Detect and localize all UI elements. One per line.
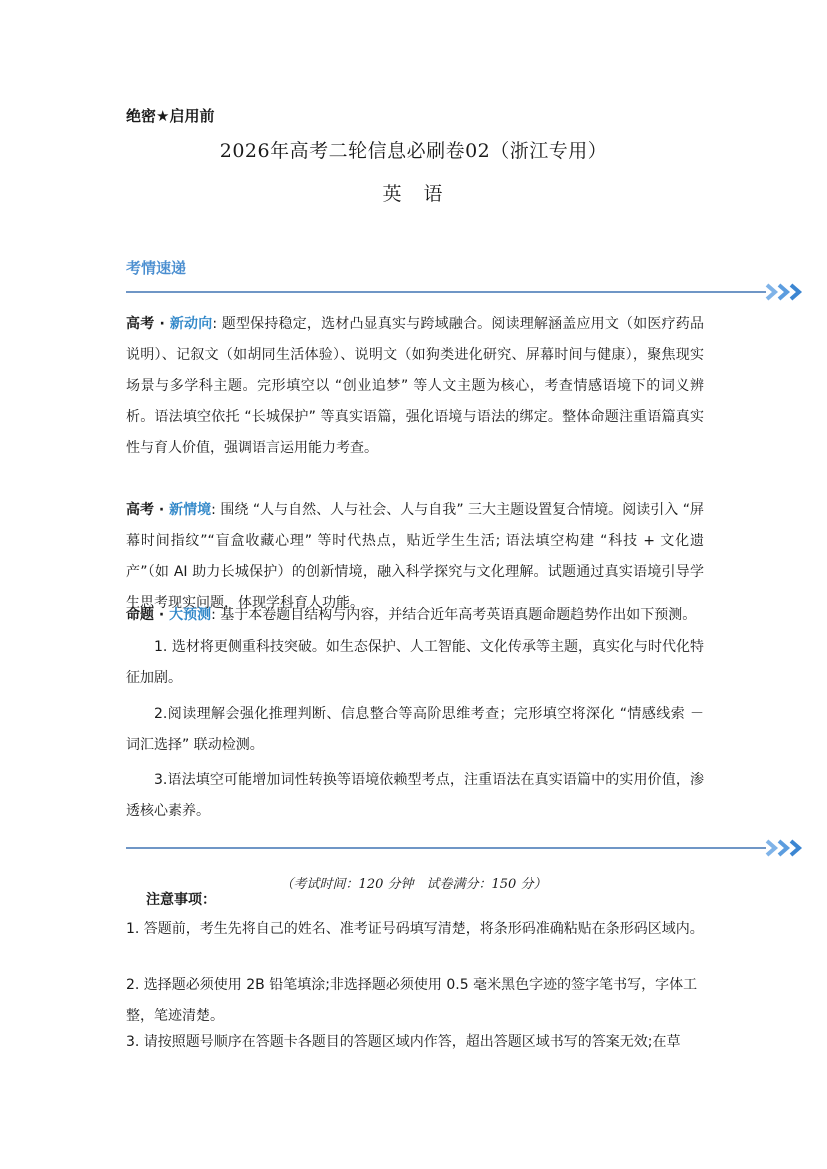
- subject-title: 英语: [382, 183, 465, 205]
- paragraph-label: 高考 ·: [126, 316, 170, 332]
- prediction-item-3: 3.语法填空可能增加词性转换等语境依赖型考点，注重语法在真实语篇中的实用价值，渗透核心素养。: [126, 772, 704, 819]
- page-title: 2026年高考二轮信息必刷卷02（浙江专用）: [219, 140, 608, 162]
- notice-item-1: 1. 答题前，考生先将自己的姓名、准考证号码填写清楚，将条形码准确粘贴在条形码区域内。: [126, 921, 704, 937]
- prediction-item-2: 2.阅读理解会强化推理判断、信息整合等高阶思维考查；完形填空将深化 “情感线索 － 词汇选择” 联动检测。: [126, 706, 704, 753]
- notice-item-3: 3. 请按照题号顺序在答题卡各题目的答题区域内作答，超出答题区域书写的答案无效;在草: [126, 1034, 681, 1050]
- paragraph-highlight: 新情境: [169, 502, 212, 518]
- paragraph-new-trends: [126, 309, 704, 464]
- exam-info: （考试时间：120 分钟 试卷满分：150 分）: [280, 877, 547, 892]
- paragraph-highlight: 大预测: [169, 607, 212, 623]
- confidential-label: 绝密★启用前: [126, 107, 215, 125]
- double-chevron-icon: [763, 283, 803, 301]
- notice-item-2: 2. 选择题必须使用 2B 铅笔填涂;非选择题必须使用 0.5 毫米黑色字迹的签字笔书写，字体工整，笔迹清楚。: [126, 977, 698, 1024]
- paragraph-text: : 围绕 “人与自然、人与社会、人与自我” 三大主题设置复合情境。阅读引入 “屏幕时间指纹”“盲盒收藏心理” 等时代热点，贴近学生生活; 语法填空构建 “科技 + 文化遗产”（如 AI 助力长城保护）的创新情境，融入科学探究与文化理解。试题通过真实语境引导学生思考现实问题，体现学科育人功能。: [126, 502, 704, 611]
- prediction-item-1: 1. 选材将更侧重科技突破。如生态保护、人工智能、文化传承等主题，真实化与时代化特征加剧。: [126, 639, 704, 686]
- notice-title: 注意事项：: [146, 892, 216, 908]
- paragraph-highlight: 新动向: [169, 316, 213, 332]
- section-divider-top: [126, 291, 766, 293]
- double-chevron-icon: [763, 839, 803, 857]
- section-heading: 考情速递: [126, 259, 187, 277]
- paragraph-label: 高考 ·: [126, 502, 170, 518]
- paragraph-text: : 基于本卷题目结构与内容，并结合近年高考英语真题命题趋势作出如下预测。: [211, 607, 697, 623]
- paragraph-label: 命题 ·: [126, 607, 170, 623]
- section-divider-bottom: [126, 847, 766, 849]
- paragraph-text: : 题型保持稳定，选材凸显真实与跨域融合。阅读理解涵盖应用文（如医疗药品说明）、记叙文（如胡同生活体验）、说明文（如狗类进化研究、屏幕时间与健康），聚焦现实场景与多学科主题。完形填空以 “创业追梦” 等人文主题为核心，考查情感语境下的词义辨析。语法填空依托 “长城保护” 等真实语篇，强化语境与语法的绑定。整体命题注重语篇真实性与育人价值，强调语言运用能力考查。: [126, 316, 704, 456]
- paragraph-forecast: [126, 600, 704, 631]
